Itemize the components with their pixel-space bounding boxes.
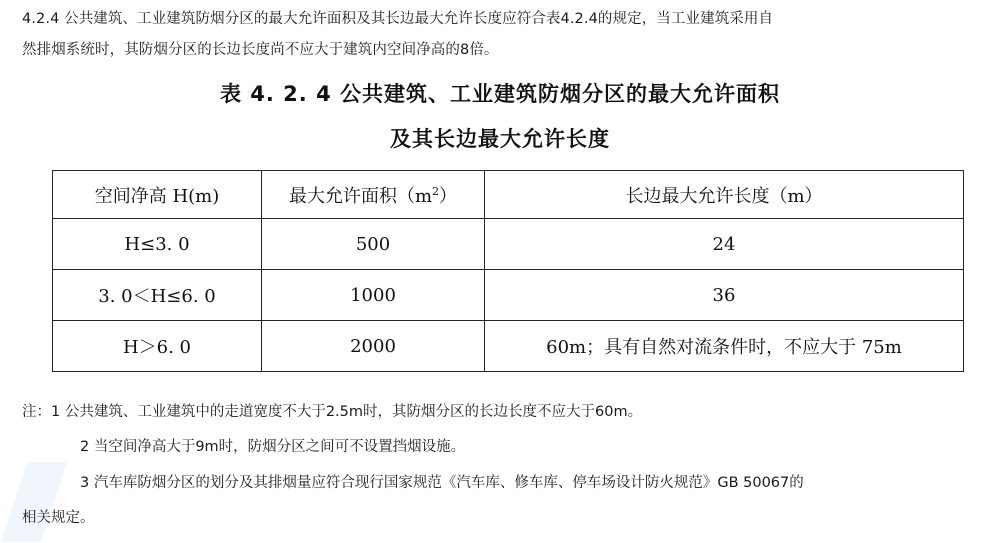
table-row: [53, 270, 964, 321]
table-row: [53, 321, 964, 372]
header-area: 最大允许面积$(m^2)$: [262, 171, 485, 219]
cell-area: 1000: [262, 270, 485, 321]
note-2: 2 当空间净高大于9m时，防烟分区之间可不设置挡烟设施。: [80, 439, 466, 455]
table-title-line-2: 及其长边最大允许长度: [390, 127, 610, 151]
note-3-continued: 相关规定。: [22, 510, 95, 526]
cell-length: 36: [485, 270, 964, 321]
table-header-row: [53, 171, 964, 219]
cell-area: 500: [262, 219, 485, 270]
intro-line-2: 然排烟系统时，其防烟分区的长边长度尚不应大于建筑内空间净高的8倍。: [22, 42, 499, 58]
intro-line-1: 4.2.4 公共建筑、工业建筑防烟分区的最大允许面积及其长边最大允许长度应符合表4.2.4的规定，当工业建筑采用自: [22, 11, 774, 27]
intro-paragraph: [22, 4, 988, 66]
cell-length: 24: [485, 219, 964, 270]
cell-height: H＞6. 0: [53, 321, 262, 372]
note-1: 注：1 公共建筑、工业建筑中的走道宽度不大于2.5m时，其防烟分区的长边长度不应大于60m。: [22, 404, 643, 420]
watermark-shape: [1, 462, 67, 542]
header-length: 长边最大允许长度（m）: [485, 171, 964, 219]
note-3: 3 汽车库防烟分区的划分及其排烟量应符合现行国家规范《汽车库、修车库、停车场设计防火规范》GB 50067的: [80, 475, 804, 491]
cell-area: 2000: [262, 321, 485, 372]
table-row: [53, 219, 964, 270]
header-height: 空间净高 H(m): [53, 171, 262, 219]
cell-length: 60m；具有自然对流条件时，不应大于 75m: [485, 321, 964, 372]
smoke-zone-table: [52, 170, 964, 372]
table-title-line-1: 表 4. 2. 4 公共建筑、工业建筑防烟分区的最大允许面积: [219, 82, 781, 106]
cell-height: 3. 0＜H≤6. 0: [53, 270, 262, 321]
cell-height: H≤3. 0: [53, 219, 262, 270]
